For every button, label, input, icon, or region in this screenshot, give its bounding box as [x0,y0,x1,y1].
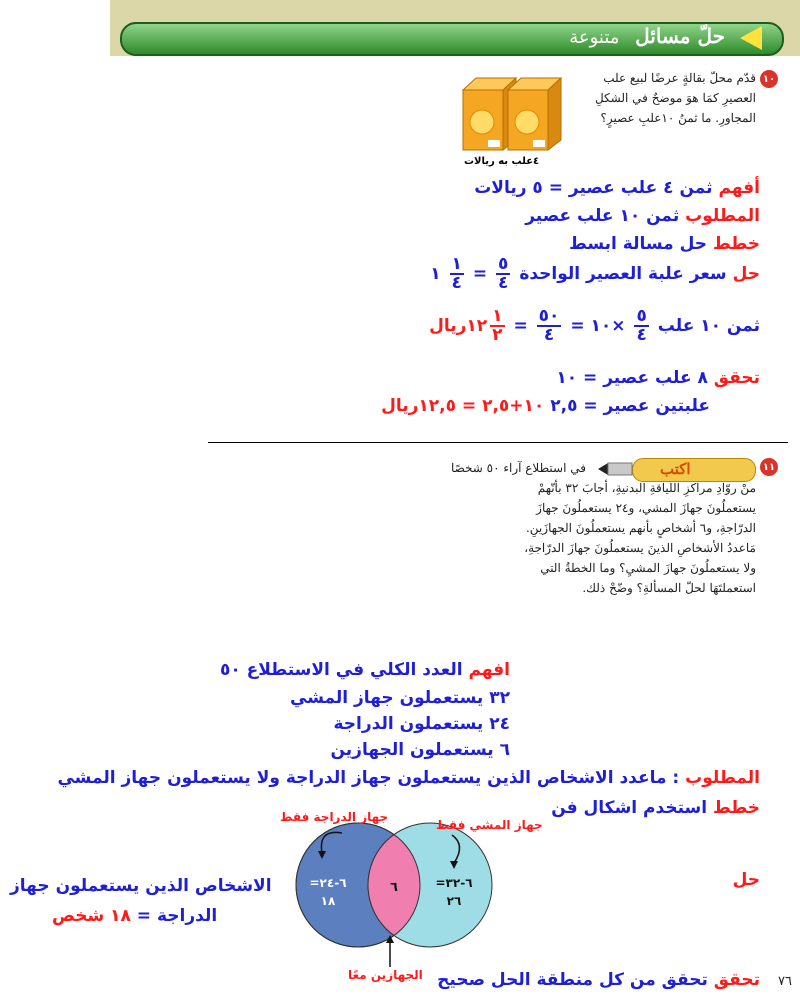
check-text: ٨ علب عصير = ١٠ [556,368,708,388]
question-line: ولا يستعملُونَ جهازَ المشيِ؟ وما الخطةُ التي [540,561,756,575]
image-caption: ٤علب به ريالات [464,156,540,167]
fact-line: ٣٢ يستعملون جهاز المشي [290,688,510,708]
price-text: ثمن ١٠ علب [657,316,760,336]
question-line: يستعملُونَ جهازَ المشي، و٢٤ يستعملُونَ جهازَ [536,501,756,515]
check-text-blue: علبتين عصير = ٢,٥ [550,396,710,416]
answer-line-2 [52,906,217,926]
solve-label: حل [732,264,760,284]
understand-text: ثمن ٤ علب عصير = ٥ ريالات [474,178,713,198]
required-text: : ماعدد الاشخاص الذين يستعملون جهاز الدراجة ولا يستعملون جهاز المشي [57,768,686,788]
answer-line: الاشخاص الذين يستعملون جهاز [10,876,272,896]
plan-line [551,798,760,818]
question-text [451,458,756,598]
answer-result: ١٨ شخص [52,906,131,926]
solve-label: حل [732,870,760,890]
fraction: $\frac{٥}{٤}$ [498,254,509,293]
walk-calc: =٦-٣٢ [435,876,473,890]
juice-boxes-image [458,70,568,158]
check-line [556,368,760,388]
section-title-main: حلّ مسائل [635,24,725,48]
check-text-red: ١٠+٢,٥ = ١٢,٥ريال [381,396,545,416]
plan-text: حل مسالة ابسط [569,234,708,254]
check-text: تحقق من كل منطقة الحل صحيح [437,970,708,990]
venn-diagram [270,805,530,995]
understand-label: أفهم [718,178,760,198]
plan-text: استخدم اشكال فن [551,798,708,818]
question-line: الدرّاجةِ، و٦ أشخاصٍ بأنهم يستعملُونَ الجهازَينِ. [525,521,756,535]
check-label: تحقق [713,970,760,990]
fact-line: ٢٤ يستعملون الدراجة [333,714,510,734]
question-line: المجاورِ. ما ثمنُ ١٠علبِ عصيرٍ؟ [600,111,756,125]
plan-label: خطط [712,234,760,254]
multiply-expression: ×١٠ = [570,316,626,336]
equals-sign: = [513,316,528,336]
price-line [429,308,760,344]
question-number-badge: ١٠ [760,70,778,88]
required-line [57,768,760,788]
required-text: ثمن ١٠ علب عصير [525,206,680,226]
understand-line [220,660,510,680]
walk-result: ٢٦ [446,894,462,908]
question-line: العصيرِ كمَا هوَ موضحٌ في الشكلِ [594,91,756,105]
understand-label: افهم [468,660,510,680]
section-title [569,24,725,48]
bike-calc: =٦-٢٤ [309,876,347,890]
mixed-whole: ١ [430,264,441,284]
plan-label: خطط [712,798,760,818]
fraction: $\frac{٥}{٤}$ [636,306,647,345]
juice-box-icon [508,78,561,150]
question-line: منْ روّادِ مراكزِ اللياقةِ البدنيةِ، أجابَ ٣٢ بأنّهمْ [537,481,756,495]
fraction: $\frac{٥٠}{٤}$ [538,306,560,345]
fraction: $\frac{١}{٤}$ [451,254,462,293]
price-result: $\frac{١}{٢}$ ١٢ريال [429,306,503,345]
both-label: الجهازين معًا [348,968,423,982]
understand-line [474,178,760,198]
answer-text: الدراجة = [136,906,218,926]
page-number: ٧٦ [778,974,792,989]
check-line-2 [381,396,710,416]
both-value: ٦ [390,880,398,895]
understand-text: العدد الكلي في الاستطلاع ٥٠ [219,660,463,680]
question-line: قدّم محلّ بقالةٍ عرضًا لبيع علب [603,71,756,85]
question-number-badge: ١١ [760,458,778,476]
required-line [525,206,760,226]
bike-only-label: جهاز الدراجة فقط [280,810,389,824]
check-line [437,970,760,990]
required-label: المطلوب [685,768,760,788]
write-label: اكتب [660,460,691,478]
solve-line [430,256,760,292]
walk-only-label: جهاز المشي فقط [436,818,543,832]
fact-line: ٦ يستعملون الجهازين [330,740,510,760]
bike-result: ١٨ [320,894,336,908]
question-line: في استطلاع آراء ٥٠ شخصًا [450,461,586,475]
section-divider [208,442,788,443]
section-title-sub: متنوعة [569,27,620,48]
plan-line [569,234,760,254]
question-line: مَاعددُ الأشخاصِ الذينَ يستعملُونَ جهازَ الدرّاجةِ، [524,541,756,555]
question-line: استعملتَهَا لحلّ المسألةِ؟ وضّحْ ذلك. [582,581,756,595]
solve-text: سعر علبة العصير الواحدة [519,264,727,284]
banner-arrow-icon [740,26,762,50]
required-label: المطلوب [685,206,760,226]
check-label: تحقق [713,368,760,388]
question-text [595,68,756,128]
equals-sign: = [472,264,488,284]
